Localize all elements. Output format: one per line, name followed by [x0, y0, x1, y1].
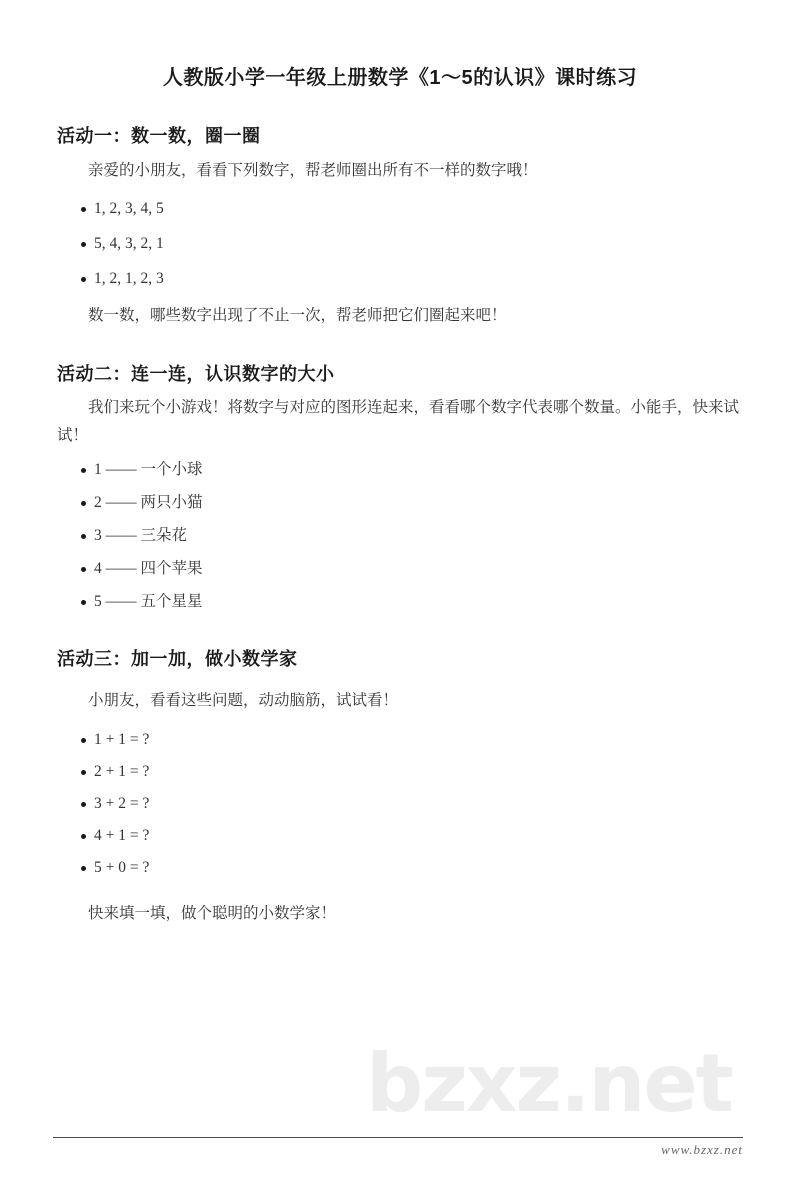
match-row: 4 —— 四个苹果	[81, 555, 743, 583]
equation-row: 4 + 1 = ?	[81, 822, 743, 850]
number-row: 1, 2, 3, 4, 5	[81, 195, 743, 223]
section-1-outro: 数一数，哪些数字出现了不止一次，帮老师把它们圈起来吧！	[88, 307, 507, 325]
section-2-matching-list	[57, 456, 743, 616]
section-1-intro: 亲爱的小朋友，看看下列数字，帮老师圈出所有不一样的数字哦！	[88, 162, 538, 180]
section-1-heading: 活动一：数一数，圈一圈	[57, 126, 261, 146]
number-row: 1, 2, 1, 2, 3	[81, 265, 743, 293]
number-row: 5, 4, 3, 2, 1	[81, 230, 743, 258]
watermark-text: bzxz.net	[366, 1037, 732, 1130]
match-row: 1 —— 一个小球	[81, 456, 743, 484]
section-3-heading: 活动三：加一加，做小数学家	[57, 649, 298, 670]
section-3-addition-list	[57, 726, 743, 882]
section-activity-3	[57, 647, 743, 927]
section-1-number-list	[57, 195, 743, 293]
equation-row: 1 + 1 = ?	[81, 726, 743, 754]
section-2-intro: 我们来玩个小游戏！将数字与对应的图形连起来，看看哪个数字代表哪个数量。小能手，快来试试！	[57, 399, 740, 445]
section-activity-1	[57, 124, 743, 330]
footer-divider	[53, 1137, 743, 1138]
equation-row: 3 + 2 = ?	[81, 790, 743, 818]
section-2-heading: 活动二：连一连，认识数字的大小	[57, 364, 335, 385]
match-row: 5 —— 五个星星	[81, 588, 743, 616]
section-activity-2	[57, 362, 743, 616]
worksheet-page	[0, 64, 800, 1194]
match-row: 2 —— 两只小猫	[81, 489, 743, 517]
equation-row: 5 + 0 = ?	[81, 854, 743, 882]
footer-url: www.bzxz.net	[661, 1142, 743, 1157]
section-3-outro: 快来填一填，做个聪明的小数学家！	[88, 904, 337, 922]
section-3-intro: 小朋友，看看这些问题，动动脑筋，试试看！	[88, 691, 399, 709]
page-title: 人教版小学一年级上册数学《1～5的认识》课时练习	[162, 67, 638, 89]
equation-row: 2 + 1 = ?	[81, 758, 743, 786]
match-row: 3 —— 三朵花	[81, 522, 743, 550]
